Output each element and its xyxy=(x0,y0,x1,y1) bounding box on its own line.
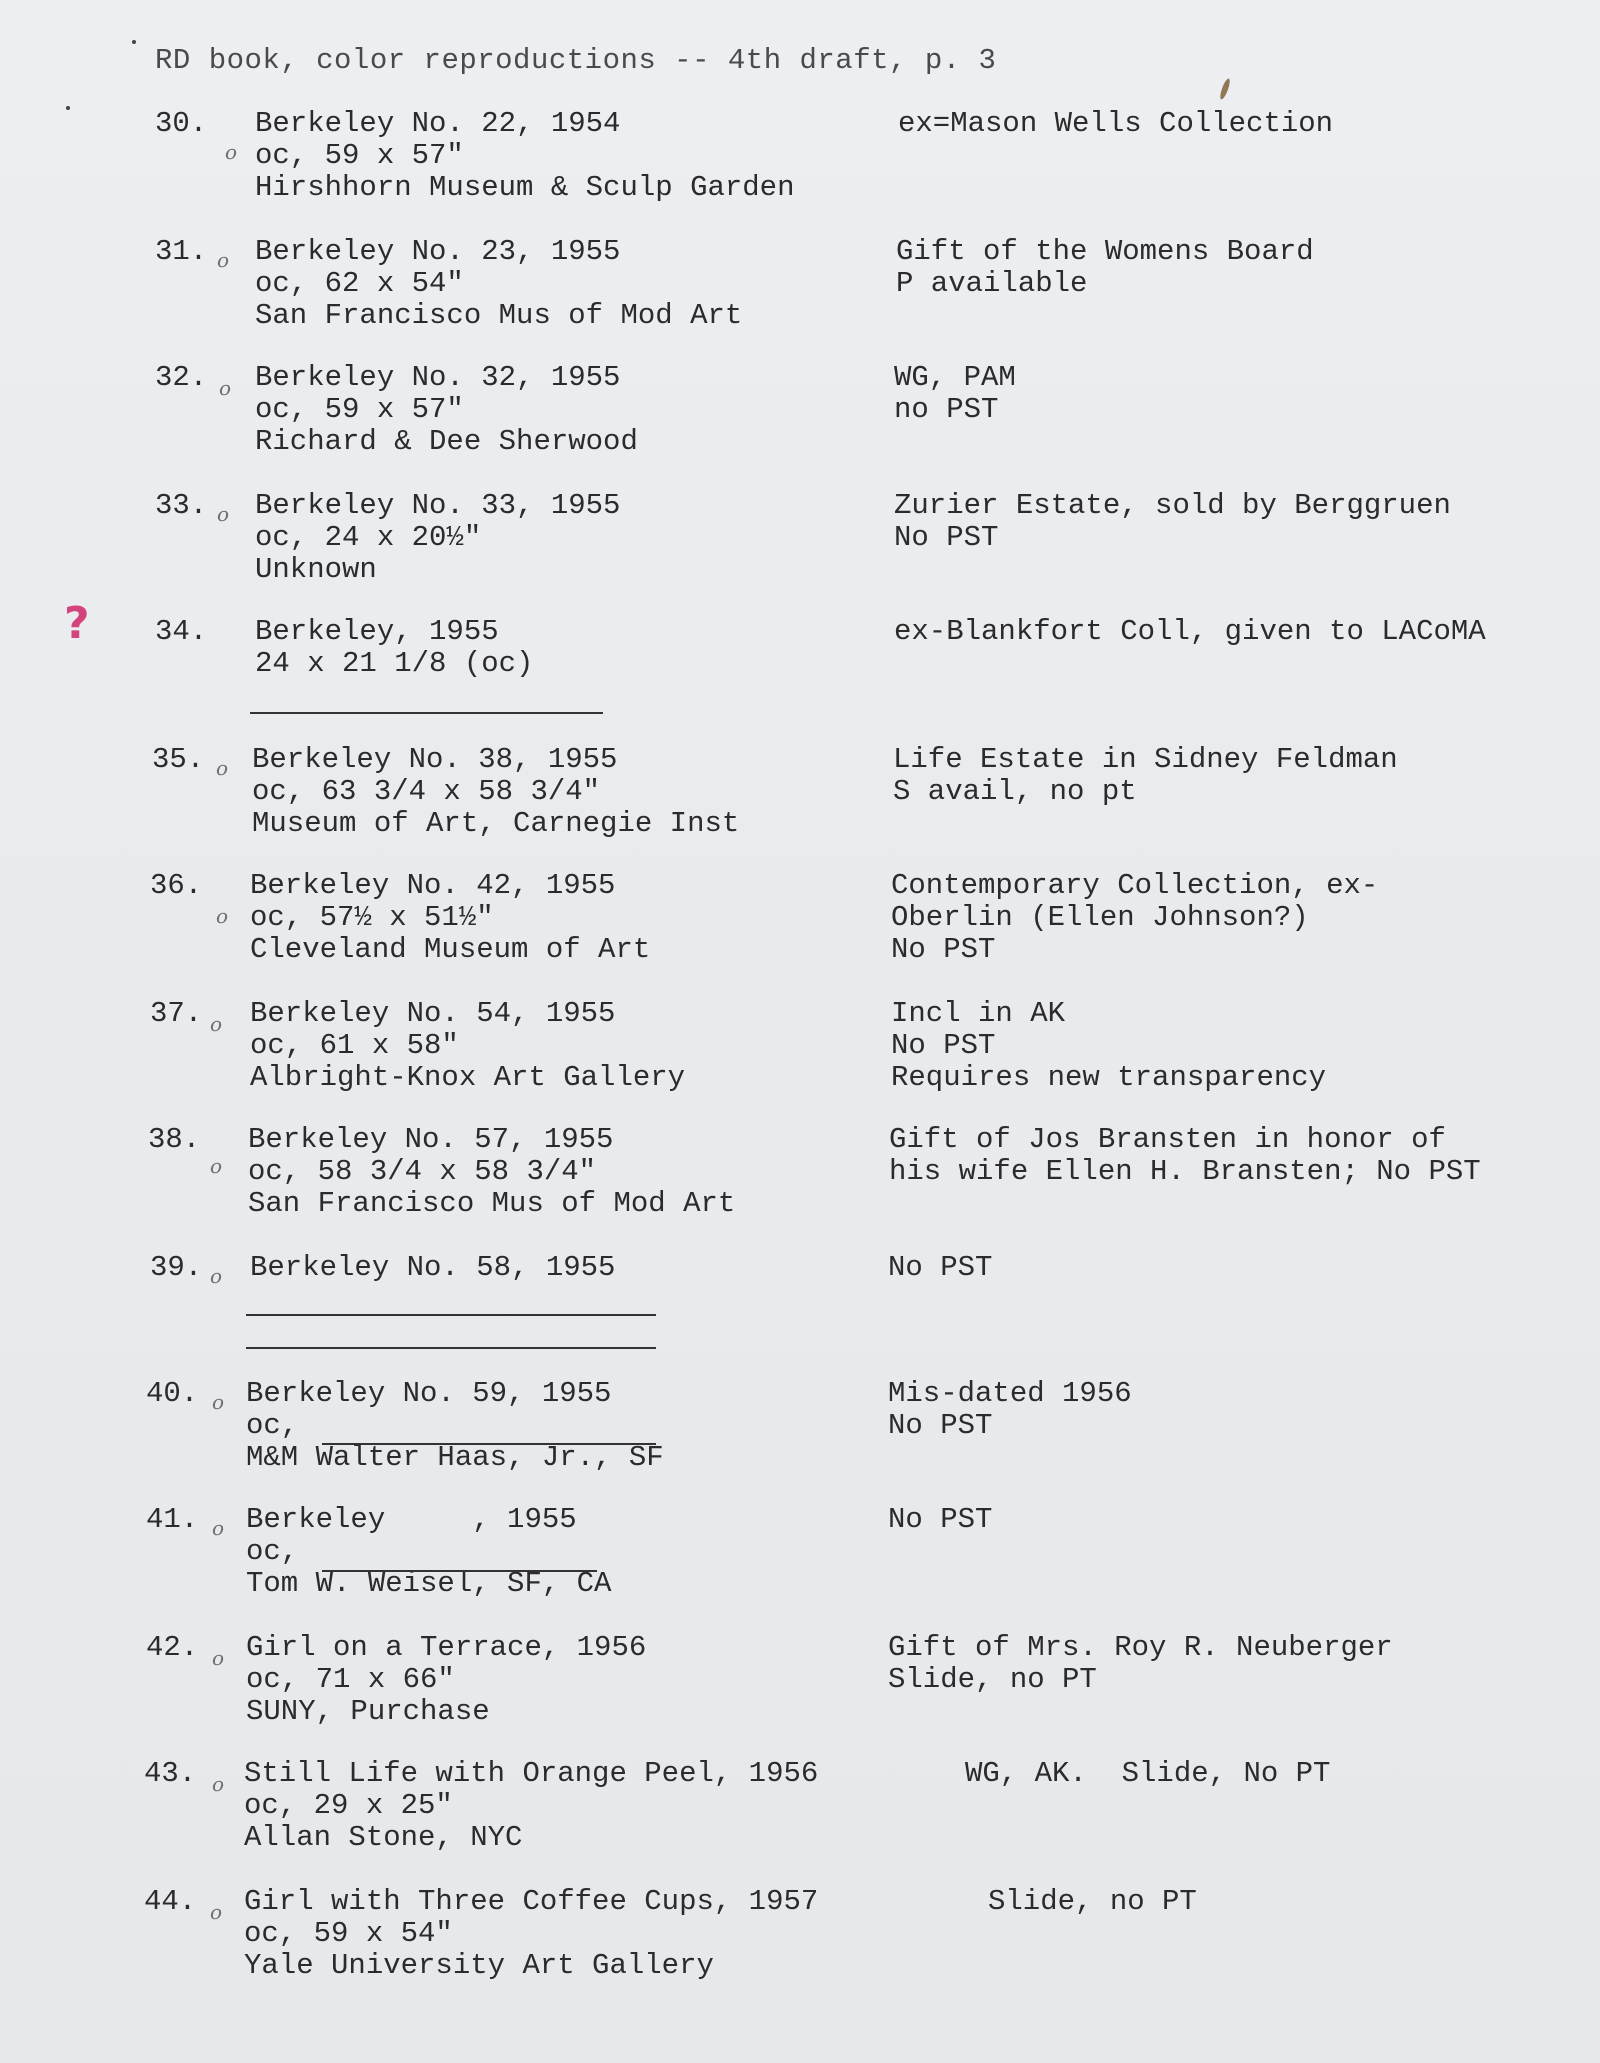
check-mark-annotation: o xyxy=(210,1154,223,1178)
entry-number: 39. xyxy=(150,1251,203,1284)
note-line: Requires new transparency xyxy=(891,1061,1327,1094)
entry-notes xyxy=(894,362,1016,426)
check-mark-annotation: o xyxy=(225,140,238,164)
entry-number: 36. xyxy=(150,869,203,902)
artwork-title: Berkeley No. 22, 1954 xyxy=(255,107,621,140)
artwork-owner: Unknown xyxy=(255,553,377,586)
entry-notes xyxy=(888,1378,1132,1442)
entry-notes xyxy=(894,616,1486,648)
note-line: Slide, no PT xyxy=(888,1663,1097,1696)
entry-details xyxy=(250,870,650,966)
note-line: Oberlin (Ellen Johnson?) xyxy=(891,901,1309,934)
artwork-medium-size: oc, 61 x 58" xyxy=(250,1029,459,1062)
note-line: ex=Mason Wells Collection xyxy=(898,107,1334,140)
artwork-medium-size: oc, 59 x 57" xyxy=(255,139,464,172)
entry-number: 31. xyxy=(155,235,208,268)
artwork-owner: Allan Stone, NYC xyxy=(244,1821,523,1854)
artwork-title: Girl on a Terrace, 1956 xyxy=(246,1631,647,1664)
artwork-owner: San Francisco Mus of Mod Art xyxy=(255,299,743,332)
stain-mark xyxy=(1218,78,1231,101)
artwork-medium-size: oc, 71 x 66" xyxy=(246,1663,455,1696)
artwork-title: Berkeley No. 23, 1955 xyxy=(255,235,621,268)
check-mark-annotation: o xyxy=(216,756,229,780)
check-mark-annotation: o xyxy=(216,904,229,928)
check-mark-annotation: o xyxy=(210,1012,223,1036)
check-mark-annotation: o xyxy=(212,1390,225,1414)
blank-line xyxy=(246,1314,656,1316)
ink-speck xyxy=(132,40,136,44)
note-line: Gift of the Womens Board xyxy=(896,235,1314,268)
entry-notes xyxy=(896,236,1314,300)
note-line: Gift of Mrs. Roy R. Neuberger xyxy=(888,1631,1393,1664)
artwork-medium-size: oc, 63 3/4 x 58 3/4" xyxy=(252,775,601,808)
artwork-owner: Richard & Dee Sherwood xyxy=(255,425,638,458)
entry-details xyxy=(255,236,742,332)
artwork-owner: San Francisco Mus of Mod Art xyxy=(248,1187,736,1220)
entry-notes xyxy=(891,998,1326,1094)
note-line: no PST xyxy=(894,393,999,426)
artwork-title: Berkeley No. 38, 1955 xyxy=(252,743,618,776)
artwork-title: Still Life with Orange Peel, 1956 xyxy=(244,1757,819,1790)
note-line: WG, PAM xyxy=(894,361,1016,394)
ink-speck xyxy=(66,106,70,110)
note-line: No PST xyxy=(894,521,999,554)
note-line: Incl in AK xyxy=(891,997,1066,1030)
artwork-medium-size: oc, 58 3/4 x 58 3/4" xyxy=(248,1155,597,1188)
entry-number: 37. xyxy=(150,997,203,1030)
entry-details xyxy=(246,1378,664,1474)
entry-number: 44. xyxy=(144,1885,197,1918)
check-mark-annotation: o xyxy=(212,1772,225,1796)
note-line: P available xyxy=(896,267,1088,300)
note-line: S avail, no pt xyxy=(893,775,1137,808)
entry-details xyxy=(248,1124,735,1220)
artwork-title: Berkeley No. 59, 1955 xyxy=(246,1377,612,1410)
entry-details xyxy=(250,1252,615,1284)
note-line: Slide, no PT xyxy=(988,1885,1197,1918)
entry-details xyxy=(255,490,620,586)
check-mark-annotation: o xyxy=(210,1900,223,1924)
note-line: No PST xyxy=(891,1029,996,1062)
artwork-owner: Cleveland Museum of Art xyxy=(250,933,651,966)
note-line: No PST xyxy=(891,933,996,966)
blank-line xyxy=(322,1570,597,1572)
artwork-title: Berkeley , 1955 xyxy=(246,1503,577,1536)
note-line: Contemporary Collection, ex- xyxy=(891,869,1379,902)
entry-notes xyxy=(891,870,1378,966)
artwork-title: Berkeley No. 54, 1955 xyxy=(250,997,616,1030)
entry-number: 43. xyxy=(144,1757,197,1790)
entry-number: 42. xyxy=(146,1631,199,1664)
entry-details xyxy=(246,1632,646,1728)
check-mark-annotation: o xyxy=(219,376,232,400)
artwork-owner: M&M Walter Haas, Jr., SF xyxy=(246,1441,664,1474)
entry-number: 41. xyxy=(146,1503,199,1536)
artwork-owner: SUNY, Purchase xyxy=(246,1695,490,1728)
entry-notes xyxy=(894,490,1451,554)
entry-notes xyxy=(898,108,1333,140)
blank-line xyxy=(250,712,603,714)
entry-notes xyxy=(888,1504,992,1536)
artwork-medium-size: oc, 24 x 20½" xyxy=(255,521,482,554)
entry-notes xyxy=(888,1632,1393,1696)
note-line: WG, AK. Slide, No PT xyxy=(965,1757,1331,1790)
question-mark-annotation: ? xyxy=(64,598,90,649)
artwork-medium-size: oc, 59 x 54" xyxy=(244,1917,453,1950)
entry-notes xyxy=(888,1252,992,1284)
artwork-medium-size: oc, 57½ x 51½" xyxy=(250,901,494,934)
note-line: No PST xyxy=(888,1503,993,1536)
artwork-medium-size: oc, xyxy=(246,1409,299,1442)
artwork-title: Berkeley, 1955 xyxy=(255,615,499,648)
note-line: Gift of Jos Bransten in honor of xyxy=(889,1123,1446,1156)
entry-details xyxy=(255,108,795,204)
artwork-owner: Yale University Art Gallery xyxy=(244,1949,714,1982)
check-mark-annotation: o xyxy=(212,1646,225,1670)
artwork-title: Berkeley No. 32, 1955 xyxy=(255,361,621,394)
entry-details xyxy=(255,616,533,680)
artwork-medium-size: oc, 59 x 57" xyxy=(255,393,464,426)
entry-number: 32. xyxy=(155,361,208,394)
artwork-medium-size: oc, xyxy=(246,1535,299,1568)
entry-notes xyxy=(889,1124,1481,1188)
entry-details xyxy=(244,1886,818,1982)
note-line: his wife Ellen H. Bransten; No PST xyxy=(889,1155,1481,1188)
entry-number: 34. xyxy=(155,615,208,648)
note-line: No PST xyxy=(888,1251,993,1284)
check-mark-annotation: o xyxy=(210,1264,223,1288)
entry-number: 38. xyxy=(148,1123,201,1156)
entry-notes xyxy=(988,1886,1197,1918)
check-mark-annotation: o xyxy=(212,1516,225,1540)
entry-details xyxy=(255,362,638,458)
entry-number: 35. xyxy=(152,743,205,776)
artwork-medium-size: 24 x 21 1/8 (oc) xyxy=(255,647,534,680)
note-line: Life Estate in Sidney Feldman xyxy=(893,743,1398,776)
entry-details xyxy=(246,1504,611,1600)
artwork-owner: Museum of Art, Carnegie Inst xyxy=(252,807,740,840)
entry-details xyxy=(250,998,685,1094)
note-line: Mis-dated 1956 xyxy=(888,1377,1132,1410)
entry-notes xyxy=(893,744,1398,808)
entry-notes xyxy=(965,1758,1330,1790)
artwork-title: Berkeley No. 58, 1955 xyxy=(250,1251,616,1284)
artwork-owner: Hirshhorn Museum & Sculp Garden xyxy=(255,171,795,204)
entry-number: 33. xyxy=(155,489,208,522)
entry-number: 30. xyxy=(155,107,208,140)
artwork-medium-size: oc, 62 x 54" xyxy=(255,267,464,300)
artwork-title: Berkeley No. 42, 1955 xyxy=(250,869,616,902)
artwork-medium-size: oc, 29 x 25" xyxy=(244,1789,453,1822)
note-line: Zurier Estate, sold by Berggruen xyxy=(894,489,1451,522)
artwork-title: Berkeley No. 33, 1955 xyxy=(255,489,621,522)
note-line: No PST xyxy=(888,1409,993,1442)
note-line: ex-Blankfort Coll, given to LACoMA xyxy=(894,615,1486,648)
artwork-owner: Albright-Knox Art Gallery xyxy=(250,1061,686,1094)
check-mark-annotation: o xyxy=(217,248,230,272)
check-mark-annotation: o xyxy=(217,502,230,526)
entry-details xyxy=(252,744,739,840)
entry-details xyxy=(244,1758,818,1854)
page-header: RD book, color reproductions -- 4th draft, p. 3 xyxy=(155,44,997,77)
artwork-title: Girl with Three Coffee Cups, 1957 xyxy=(244,1885,819,1918)
blank-line xyxy=(322,1443,656,1445)
entry-number: 40. xyxy=(146,1377,199,1410)
artwork-title: Berkeley No. 57, 1955 xyxy=(248,1123,614,1156)
artwork-owner: Tom W. Weisel, SF, CA xyxy=(246,1567,612,1600)
blank-line xyxy=(246,1347,656,1349)
